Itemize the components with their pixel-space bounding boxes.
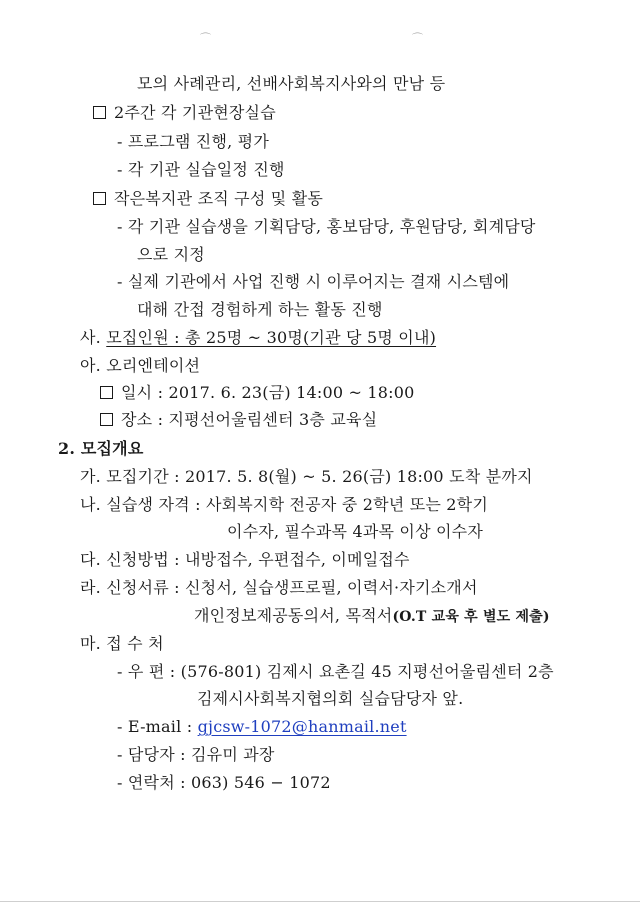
item-label: 일시 : 2017. 6. 23(금) 14:00 ~ 18:00 (121, 383, 415, 402)
text-line: 아. 오리엔테이션 (80, 356, 201, 375)
item-label: 작은복지관 조직 구성 및 활동 (114, 189, 324, 208)
checkbox-item (93, 188, 323, 210)
text-line: 라. 신청서류 : 신청서, 실습생프로필, 이력서·자기소개서 (80, 578, 478, 597)
text-line (194, 605, 550, 628)
checkbox-square-icon (93, 106, 106, 119)
punch-hole-mark-left: ⌒ (200, 32, 211, 45)
text-line: 가. 모집기간 : 2017. 5. 8(월) ~ 5. 26(금) 18:00 도착 분까지 (80, 467, 533, 486)
text-line: 모의 사례관리, 선배사회복지사와의 만남 등 (137, 74, 446, 93)
text-line: 으로 지정 (137, 245, 205, 264)
text-line: - 담당자 : 김유미 과장 (117, 745, 275, 764)
checkbox-square-icon (100, 413, 113, 426)
section-heading: 2. 모집개요 (58, 439, 144, 458)
text-line: 다. 신청방법 : 내방접수, 우편접수, 이메일접수 (80, 550, 410, 569)
recruit-count: 모집인원 : 총 25명 ~ 30명(기관 당 5명 이내) (106, 328, 437, 347)
text-line: - 실제 기관에서 사업 진행 시 이루어지는 결재 시스템에 (117, 272, 510, 291)
text-line: - 프로그램 진행, 평가 (117, 132, 269, 151)
page-edge-divider (0, 901, 640, 902)
text-line: 이수자, 필수과목 4과목 이상 이수자 (227, 522, 483, 541)
text-line: - 우 편 : (576-801) 김제시 요촌길 45 지평선어울림센터 2층 (117, 662, 554, 681)
documents-note: (O.T 교육 후 별도 제출) (392, 609, 550, 625)
email-link[interactable]: gjcsw-1072@hanmail.net (197, 717, 407, 736)
checkbox-square-icon (100, 386, 113, 399)
punch-hole-mark-right: ⌒ (412, 32, 423, 45)
text-line: - 각 기관 실습생을 기획담당, 홍보담당, 후원담당, 회계담당 (117, 217, 536, 236)
text-line: - 연락처 : 063) 546 − 1072 (117, 773, 331, 792)
text-line: - 각 기관 실습일정 진행 (117, 160, 285, 179)
email-line (117, 716, 407, 738)
text-line: 마. 접 수 처 (80, 634, 164, 653)
email-label: - E-mail : (117, 717, 193, 736)
item-label: 장소 : 지평선어울림센터 3층 교육실 (121, 410, 378, 429)
item-label: 2주간 각 기관현장실습 (114, 103, 276, 122)
documents-text: 개인정보제공동의서, 목적서 (194, 606, 393, 625)
text-line: 대해 간접 경험하게 하는 활동 진행 (137, 300, 383, 319)
checkbox-item (93, 102, 276, 124)
text-line: 김제시사회복지협의회 실습담당자 앞. (197, 689, 464, 708)
checkbox-item (100, 409, 377, 431)
recruit-count-line (80, 327, 436, 349)
checkbox-square-icon (93, 192, 106, 205)
checkbox-item (100, 382, 415, 404)
text-line: 나. 실습생 자격 : 사회복지학 전공자 중 2학년 또는 2학기 (80, 495, 488, 514)
item-prefix: 사. (80, 328, 101, 347)
